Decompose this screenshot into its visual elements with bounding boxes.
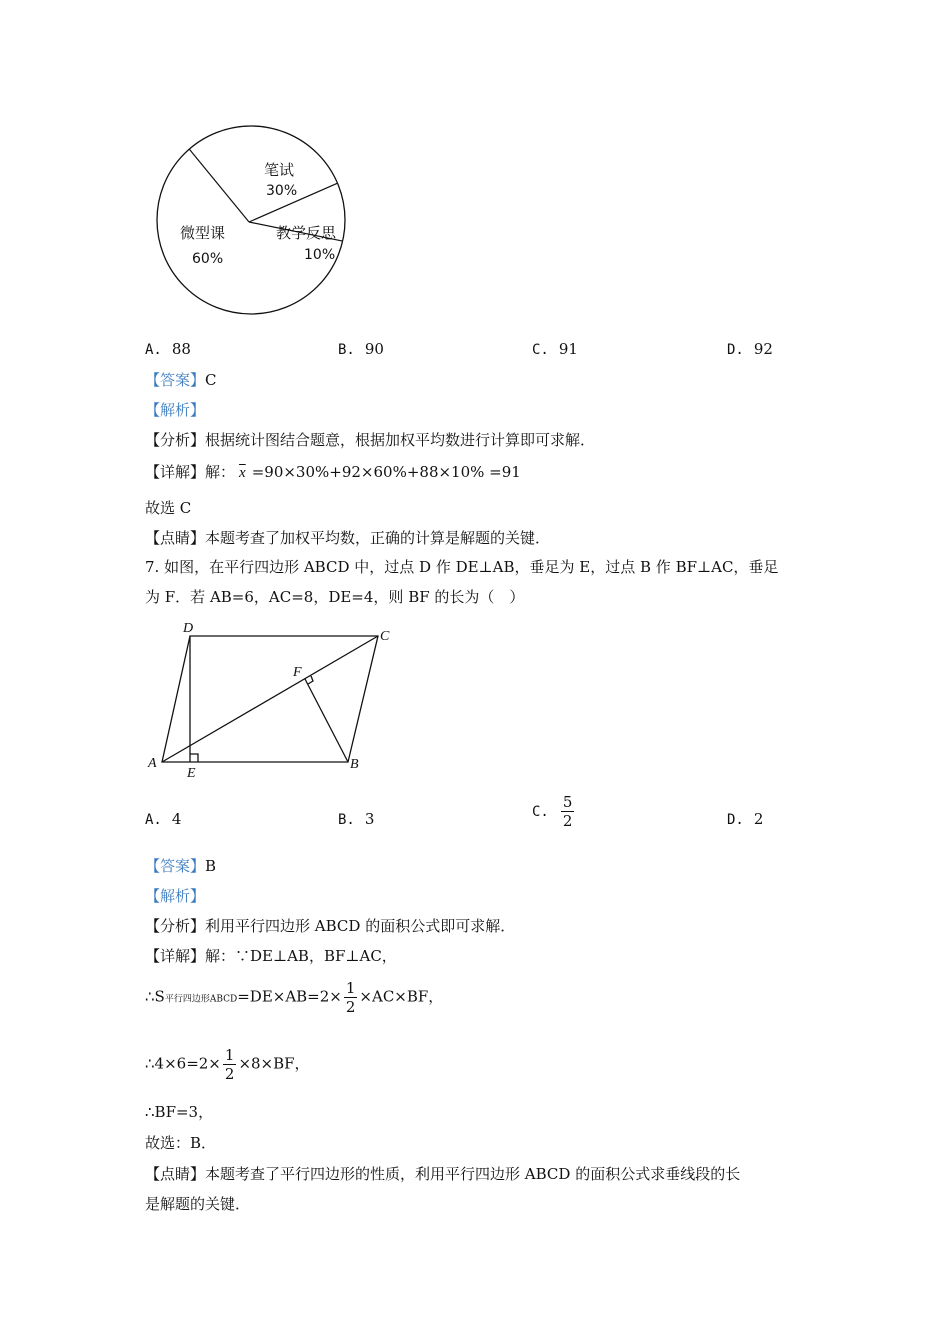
right-angle-f xyxy=(308,676,313,684)
pie-label-bishi: 笔试 xyxy=(264,161,295,179)
q7-note-line1: 【点睛】本题考查了平行四边形的性质，利用平行四边形 ABCD 的面积公式求垂线段的长 xyxy=(145,1165,741,1183)
q7-fenxi: 【分析】利用平行四边形 ABCD 的面积公式即可求解． xyxy=(145,917,516,935)
label-f: F xyxy=(293,665,302,680)
diagonal-ac xyxy=(162,636,378,762)
q6-choose: 故选 C xyxy=(145,499,192,517)
q6-answer: 【答案】C xyxy=(145,371,217,389)
q6-analysis-tag: 【解析】 xyxy=(145,401,206,419)
q7-option-d: D. 2 xyxy=(727,810,764,828)
label-c: C xyxy=(380,629,390,644)
pie-outline xyxy=(157,126,345,314)
q7-note-line2: 是解题的关键． xyxy=(145,1195,251,1213)
q7-step3: ∴BF=3， xyxy=(145,1103,214,1121)
pie-slices xyxy=(157,126,345,314)
pie-chart xyxy=(150,125,355,325)
segment-bf xyxy=(305,679,348,762)
q7-option-c: C. $\frac{5}{2}$ xyxy=(532,793,573,830)
q7-answer: 【答案】B xyxy=(145,857,217,875)
pie-label-jiaoxue: 教学反思 xyxy=(276,224,337,242)
q6-option-b: B. 90 xyxy=(338,340,384,358)
label-d: D xyxy=(183,621,194,636)
parallelogram-figure xyxy=(145,618,395,783)
q6-detail: 【详解】解： $\overline{x} =90\times 30\%+92\times 60\%+88\times 10\% =91$ xyxy=(145,463,521,481)
q6-option-c: C. 91 xyxy=(532,340,578,358)
pie-label-weixingke: 微型课 xyxy=(180,224,226,242)
q7-stem-line2: 为 F．若 AB=6，AC=8，DE=4，则 BF 的长为（ ） xyxy=(145,588,525,606)
q7-step1: ∴S平行四边形ABCD=DE×AB=2× $\frac{1}{2}$ ×AC×BF， xyxy=(145,979,444,1016)
q7-option-a: A. 4 xyxy=(145,810,182,828)
q7-detail: 【详解】解：∵DE⊥AB，BF⊥AC， xyxy=(145,947,397,965)
q6-option-a: A. 88 xyxy=(145,340,191,358)
q7-stem-line1: 7. 如图，在平行四边形 ABCD 中，过点 D 作 DE⊥AB，垂足为 E，过点 B 作 BF⊥AC，垂足 xyxy=(145,558,779,576)
q7-step2: ∴4×6=2× $\frac{1}{2}$ ×8×BF， xyxy=(145,1046,310,1083)
label-e: E xyxy=(187,766,196,781)
q7-choose: 故选：B． xyxy=(145,1134,217,1152)
q7-analysis-tag: 【解析】 xyxy=(145,887,206,905)
pie-pct-jiaoxue: 10% xyxy=(304,247,336,263)
label-a: A xyxy=(148,756,157,771)
label-b: B xyxy=(350,757,359,772)
pie-pct-weixingke: 60% xyxy=(192,251,224,267)
right-angle-e xyxy=(190,754,198,762)
q6-option-d: D. 92 xyxy=(727,340,773,358)
pie-pct-bishi: 30% xyxy=(266,183,298,199)
q6-note: 【点睛】本题考查了加权平均数，正确的计算是解题的关键． xyxy=(145,529,551,547)
q7-option-b: B. 3 xyxy=(338,810,375,828)
q6-fenxi: 【分析】根据统计图结合题意，根据加权平均数进行计算即可求解． xyxy=(145,431,596,449)
